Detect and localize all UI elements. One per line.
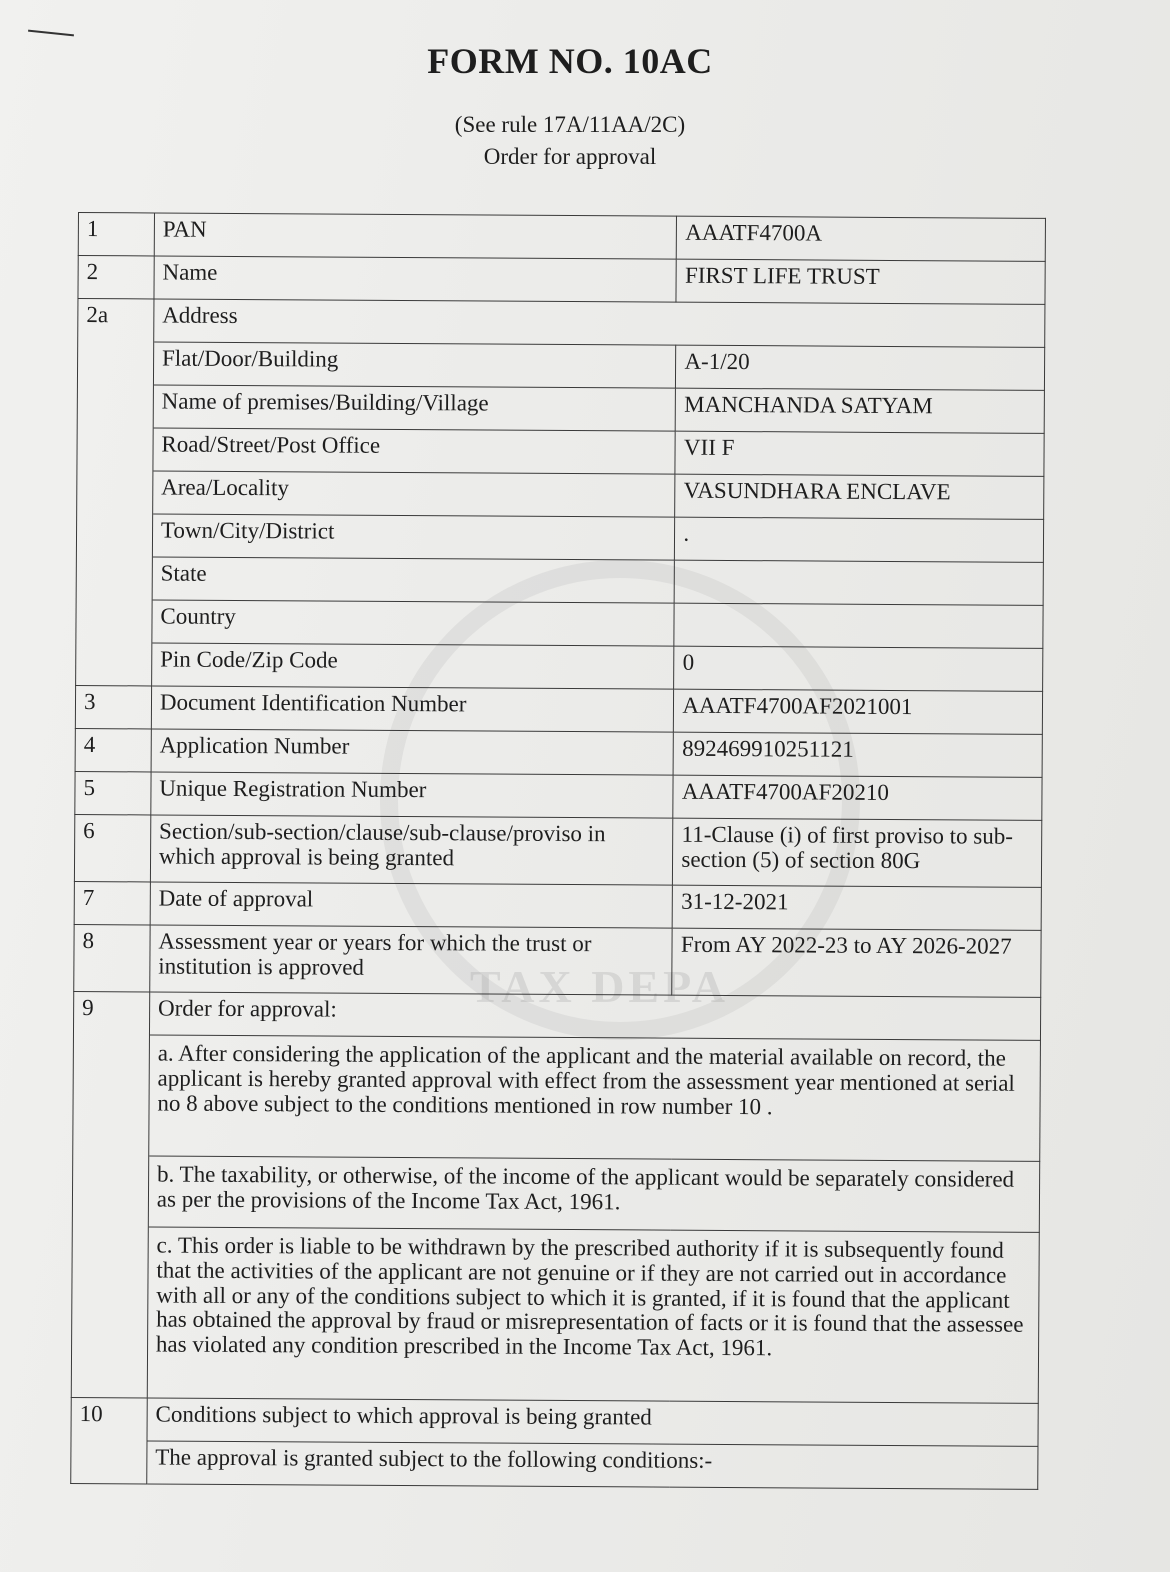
field-value: From AY 2022-23 to AY 2026-2027 <box>672 928 1041 997</box>
field-label: Section/sub-section/clause/sub-clause/proviso in which approval is being granted <box>150 815 673 885</box>
table-row <box>71 1440 1038 1489</box>
field-label: Unique Registration Number <box>151 772 674 818</box>
field-label: Area/Locality <box>153 471 676 517</box>
field-label: Assessment year or years for which the trust or institution is approved <box>150 925 673 995</box>
field-label: Flat/Door/Building <box>153 342 676 388</box>
form-header <box>0 40 1140 170</box>
serial-number: 9 <box>73 991 149 1034</box>
table-row <box>78 299 1045 348</box>
table-row <box>71 1226 1039 1403</box>
serial-number: 2 <box>78 256 154 299</box>
table-row <box>76 642 1043 691</box>
serial-number: 4 <box>75 728 151 771</box>
field-label: Name of premises/Building/Village <box>153 385 676 431</box>
seal-watermark-text: TAX DEPA <box>470 961 730 1012</box>
field-value: AAATF4700A <box>677 216 1046 261</box>
serial-number: 8 <box>74 924 150 991</box>
table-row <box>78 213 1045 262</box>
table-row <box>75 685 1042 734</box>
field-value <box>674 603 1043 648</box>
serial-number: 10 <box>71 1397 147 1440</box>
serial-number: 7 <box>74 881 150 924</box>
field-value: . <box>675 517 1044 562</box>
field-label: Application Number <box>151 729 674 775</box>
table-row <box>76 599 1043 648</box>
section-heading: Conditions subject to which approval is being granted <box>147 1398 1038 1446</box>
table-row <box>75 728 1042 777</box>
table-row <box>77 427 1044 476</box>
table-row <box>72 1155 1039 1232</box>
serial-number: 2a <box>78 299 154 342</box>
field-value: A-1/20 <box>676 345 1045 390</box>
order-paragraph-a: a. After considering the application of the applicant and the material available on record, the applicant is hereby granted approval with effect from the assessment year mentioned at serial no 8 above subject to the conditions mentioned in row number 10 . <box>149 1035 1041 1161</box>
serial-number: 3 <box>75 685 151 728</box>
serial-number: 5 <box>75 771 151 814</box>
table-row <box>73 991 1040 1040</box>
field-label: Name <box>154 256 677 302</box>
field-value: FIRST LIFE TRUST <box>676 259 1045 304</box>
pen-mark <box>28 30 74 37</box>
table-row <box>76 513 1043 562</box>
order-paragraph-b: b. The taxability, or otherwise, of the income of the applicant would be separately considered as per the provisions of the Income Tax Act, 1961. <box>148 1156 1040 1232</box>
field-label: Date of approval <box>150 882 673 928</box>
section-heading: Order for approval: <box>149 992 1040 1040</box>
approval-form-table <box>70 212 1046 1490</box>
field-value: AAATF4700AF20210 <box>673 775 1042 820</box>
form-subtitle: Order for approval <box>483 144 657 169</box>
rule-reference: (See rule 17A/11AA/2C) <box>454 112 686 137</box>
field-label: State <box>152 557 675 603</box>
serial-number: 6 <box>74 814 150 881</box>
table-row <box>73 1034 1041 1161</box>
field-label: Town/City/District <box>152 514 675 560</box>
table-row <box>76 556 1043 605</box>
field-value: 31-12-2021 <box>673 885 1042 930</box>
conditions-intro: The approval is granted subject to the following conditions:- <box>147 1441 1038 1489</box>
field-value: 892469910251121 <box>673 732 1042 777</box>
field-value: VASUNDHARA ENCLAVE <box>675 474 1044 519</box>
field-value <box>675 560 1044 605</box>
table-row <box>74 814 1041 887</box>
table-row <box>77 342 1044 391</box>
table-row <box>75 771 1042 820</box>
serial-number: 1 <box>78 213 154 256</box>
field-label: Document Identification Number <box>151 686 674 732</box>
form-title: FORM NO. 10AC <box>427 41 713 81</box>
field-value: 11-Clause (i) of first proviso to sub-section (5) of section 80G <box>673 818 1042 887</box>
field-value: AAATF4700AF2021001 <box>674 689 1043 734</box>
field-label: Pin Code/Zip Code <box>151 643 674 689</box>
table-row <box>71 1397 1038 1446</box>
field-value: MANCHANDA SATYAM <box>676 388 1045 433</box>
field-value: VII F <box>675 431 1044 476</box>
field-value: 0 <box>674 646 1043 691</box>
table-row <box>78 256 1045 305</box>
field-label: Road/Street/Post Office <box>153 428 676 474</box>
field-label: Country <box>152 600 675 646</box>
table-row <box>77 470 1044 519</box>
field-label: Address <box>154 299 1045 347</box>
table-row <box>77 384 1044 433</box>
order-paragraph-c: c. This order is liable to be withdrawn by the prescribed authority if it is subsequently found that the activities of the applicant are not genuine or if they are not carried out in accordance with all or any of the conditions subject to which it is granted, if it is found that the applicant has obtained the approval by fraud or misrepresentation of facts or it is found that the assessee has violated any condition prescribed in the Income Tax Act, 1961. <box>147 1227 1039 1403</box>
table-row <box>74 924 1041 997</box>
field-label: PAN <box>154 213 677 259</box>
table-row <box>74 881 1041 930</box>
